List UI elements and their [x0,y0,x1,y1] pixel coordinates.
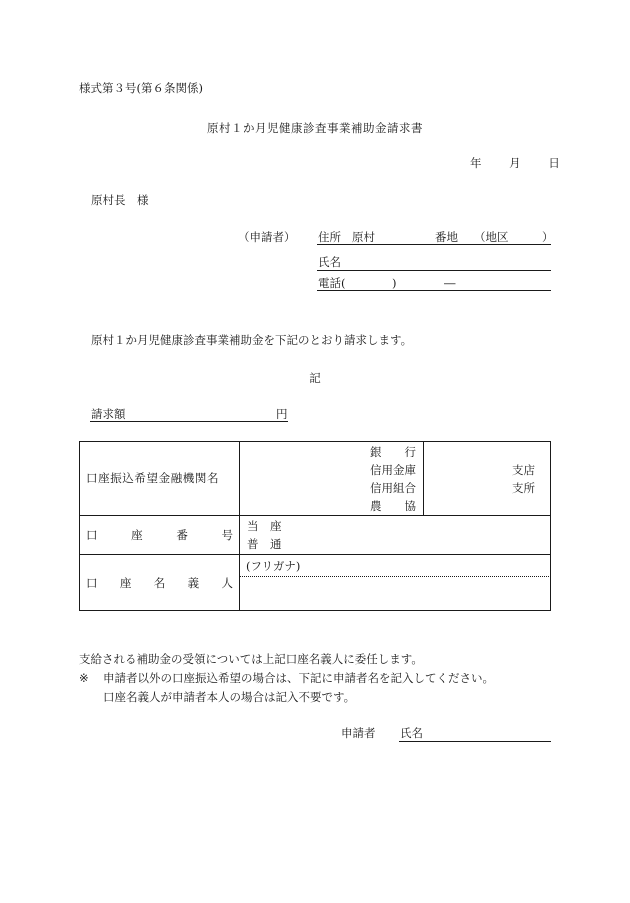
ki-heading: 記 [309,371,321,385]
applicant-name-underline [317,270,551,271]
address-label: 住所 [318,230,341,244]
date-year: 年 [470,156,482,170]
amount-underline [90,421,288,422]
furigana-label: (フリガナ) [246,559,301,573]
bank-type-nokyo: 農 協 [370,499,416,513]
table-row-divider-1 [79,515,551,516]
address-underline [317,244,551,245]
account-number-label: 口 座 番 号 [86,528,233,542]
table-label-divider [239,441,240,611]
address-village: 原村 [352,230,375,244]
note-line-1: 申請者以外の口座振込希望の場合は、下記に申請者名を記入してください。 [103,671,494,685]
address-district-close: ） [542,230,554,244]
bank-type-shinkumi: 信用組合 [370,481,416,495]
phone-label: 電話( [318,276,346,290]
bank-type-bank: 銀 行 [370,445,416,459]
bank-name-label: 口座振込希望金融機関名 [86,471,220,485]
table-branch-divider [423,441,424,515]
address-district-open: （地区 [474,230,509,244]
note-line-2: 口座名義人が申請者本人の場合は記入不要です。 [103,690,356,704]
date-line [470,156,560,170]
form-number: 様式第３号(第６条関係) [79,81,203,95]
address-lot-label: 番地 [435,230,458,244]
applicant-role-label: （申請者） [238,230,296,244]
account-type-ordinary: 普 通 [247,537,282,551]
request-sentence: 原村１か月児健康診査事業補助金を下記のとおり請求します。 [91,333,413,347]
amount-unit: 円 [276,407,288,421]
phone-close: ) [392,276,397,290]
signature-underline [399,741,551,742]
date-day: 日 [548,156,560,170]
phone-dash: ― [444,276,456,290]
delegation-sentence: 支給される補助金の受領については上記口座名義人に委任します。 [79,652,423,666]
phone-underline [317,290,551,291]
bank-type-shinkin: 信用金庫 [370,463,416,477]
signature-applicant-label: 申請者 [341,726,376,740]
table-row-divider-2 [79,554,551,555]
furigana-divider [240,576,551,577]
branch-type-shisho: 支所 [512,481,535,495]
note-mark: ※ [79,671,89,685]
branch-type-shiten: 支店 [512,463,535,477]
amount-label: 請求額 [91,407,126,421]
addressee: 原村長 様 [91,193,149,207]
applicant-name-label: 氏名 [318,255,341,269]
signature-name-label: 氏名 [400,726,423,740]
account-type-current: 当 座 [247,519,282,533]
account-holder-label: 口 座 名 義 人 [86,576,233,590]
date-month: 月 [509,156,521,170]
document-title: 原村１か月児健康診査事業補助金請求書 [207,121,423,135]
